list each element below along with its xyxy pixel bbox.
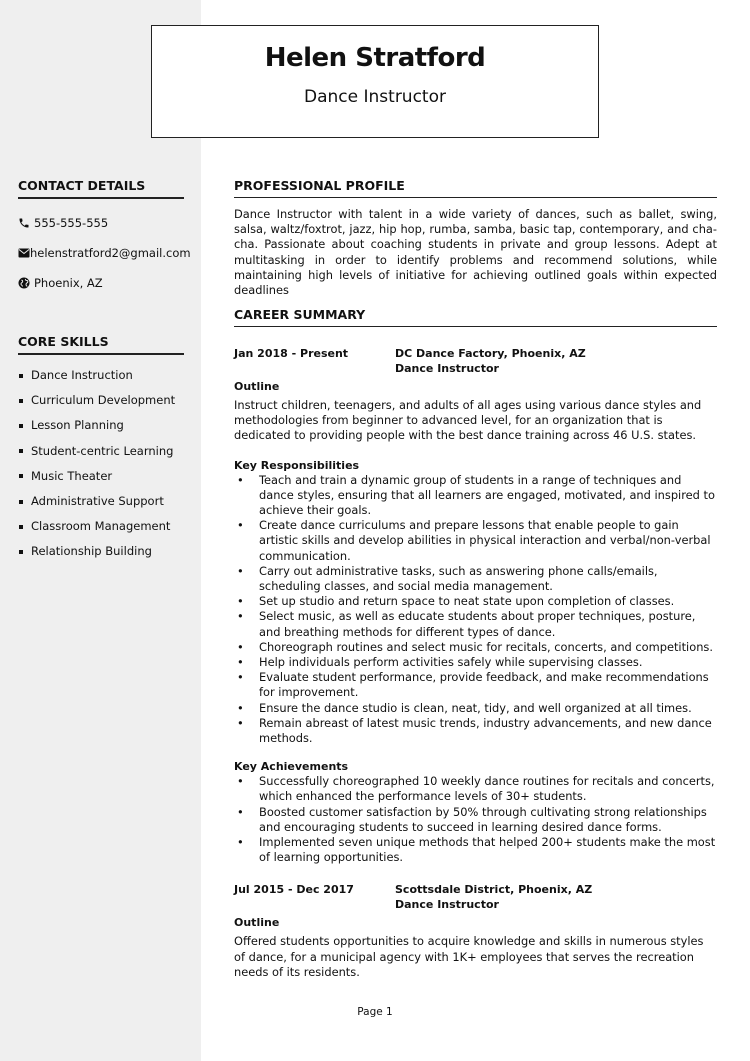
- outline-label: Outline: [234, 380, 280, 393]
- skills-heading: CORE SKILLS: [18, 334, 184, 355]
- location-text: Phoenix, AZ: [34, 276, 103, 290]
- page-number: Page 1: [357, 1006, 393, 1018]
- skill-item: Curriculum Development: [18, 388, 184, 413]
- contact-email: [18, 245, 191, 261]
- list-item: • Choreograph routines and select music for recitals, concerts, and competitions.: [234, 640, 717, 655]
- job-dates: Jan 2018 - Present: [234, 347, 349, 360]
- list-item: • Remain abreast of latest music trends, industry advancements, and new dance methods.: [234, 716, 717, 746]
- list-item: • Help individuals perform activities safely while supervising classes.: [234, 655, 717, 670]
- list-item: • Boosted customer satisfaction by 50% through cultivating strong relationships and encouraging students to succeed in learning desired dance forms.: [234, 805, 717, 835]
- achievements-list: [234, 774, 717, 865]
- job-title: Dance Instructor: [304, 87, 446, 107]
- list-item: • Create dance curriculums and prepare lessons that enable people to gain artistic skills and develop abilities in physical interaction and verbal/non-verbal communication.: [234, 518, 717, 564]
- career-section: [234, 307, 717, 980]
- list-item: • Implemented seven unique methods that helped 200+ students make the most of learning opportunities.: [234, 835, 717, 865]
- contact-location: [18, 275, 184, 291]
- skills-list: [18, 363, 184, 565]
- skill-item: Administrative Support: [18, 489, 184, 514]
- responsibilities-label: Key Responsibilities: [234, 458, 360, 472]
- skill-item: Classroom Management: [18, 514, 184, 539]
- achievements-label: Key Achievements: [234, 760, 349, 774]
- job-outline: Offered students opportunities to acquire knowledge and skills in numerous styles of dance, for a municipal agency with 1K+ employees that serves the recreation needs of its residents.: [234, 934, 704, 979]
- list-item: • Set up studio and return space to neat state upon completion of classes.: [234, 594, 717, 609]
- job-header: [234, 882, 717, 912]
- job-role: Dance Instructor: [395, 362, 499, 375]
- email-icon: [18, 248, 30, 258]
- header-box: [151, 25, 599, 138]
- job-header: [234, 346, 717, 376]
- job-role: Dance Instructor: [395, 898, 499, 912]
- skill-item: Student-centric Learning: [18, 439, 184, 464]
- skill-item: Dance Instruction: [18, 363, 184, 388]
- list-item: • Select music, as well as educate students about proper techniques, posture, and breathing methods for different types of dance.: [234, 609, 717, 639]
- job-employer: DC Dance Factory, Phoenix, AZ: [395, 347, 586, 360]
- job-entry: [234, 346, 717, 865]
- skill-item: Lesson Planning: [18, 413, 184, 438]
- job-entry: [234, 882, 717, 980]
- career-heading: CAREER SUMMARY: [234, 307, 717, 327]
- list-item: • Ensure the dance studio is clean, neat, tidy, and well organized at all times.: [234, 701, 717, 716]
- email-address: helenstratford2@gmail.com: [30, 246, 191, 260]
- list-item: • Carry out administrative tasks, such as answering phone calls/emails, scheduling classes, and social media management.: [234, 564, 717, 594]
- profile-text: Dance Instructor with talent in a wide variety of dances, such as ballet, swing, salsa, waltz/foxtrot, jazz, hip hop, rumba, samba, basic tap, contemporary, and cha-cha. Passionate about coaching students in private and group lessons. Adept at multitasking in order to identify problems and recommend solutions, while maintaining high levels of initiative for achieving outlined goals within expected deadlines: [234, 207, 717, 298]
- list-item: • Evaluate student performance, provide feedback, and make recommendations for improvement.: [234, 670, 717, 700]
- outline-label: Outline: [234, 916, 280, 930]
- responsibilities-list: [234, 473, 717, 747]
- job-employer: Scottsdale District, Phoenix, AZ: [395, 883, 593, 897]
- contact-heading: CONTACT DETAILS: [18, 178, 184, 199]
- job-outline: Instruct children, teenagers, and adults of all ages using various dance styles and methodologies from beginner to advanced level, for an organization that is dedicated to providing people with the best dance training across 46 U.S. states.: [234, 398, 702, 443]
- skill-item: Relationship Building: [18, 539, 184, 564]
- skills-section: [18, 334, 184, 565]
- list-item: • Successfully choreographed 10 weekly dance routines for recitals and concerts, which enhanced the performance levels of 30+ students.: [234, 774, 717, 804]
- candidate-name: Helen Stratford: [264, 43, 486, 73]
- list-item: • Teach and train a dynamic group of students in a range of techniques and dance styles, ensuring that all learners are engaged, motivated, and inspired to achieve their goals.: [234, 473, 717, 519]
- profile-section: [234, 178, 717, 298]
- contact-section: [18, 178, 191, 291]
- profile-heading: PROFESSIONAL PROFILE: [234, 178, 717, 198]
- globe-icon: [18, 277, 34, 289]
- skill-item: Music Theater: [18, 464, 184, 489]
- contact-phone: [18, 215, 184, 231]
- job-dates: Jul 2015 - Dec 2017: [234, 883, 354, 897]
- phone-icon: [18, 217, 34, 229]
- phone-number: 555-555-555: [34, 216, 109, 230]
